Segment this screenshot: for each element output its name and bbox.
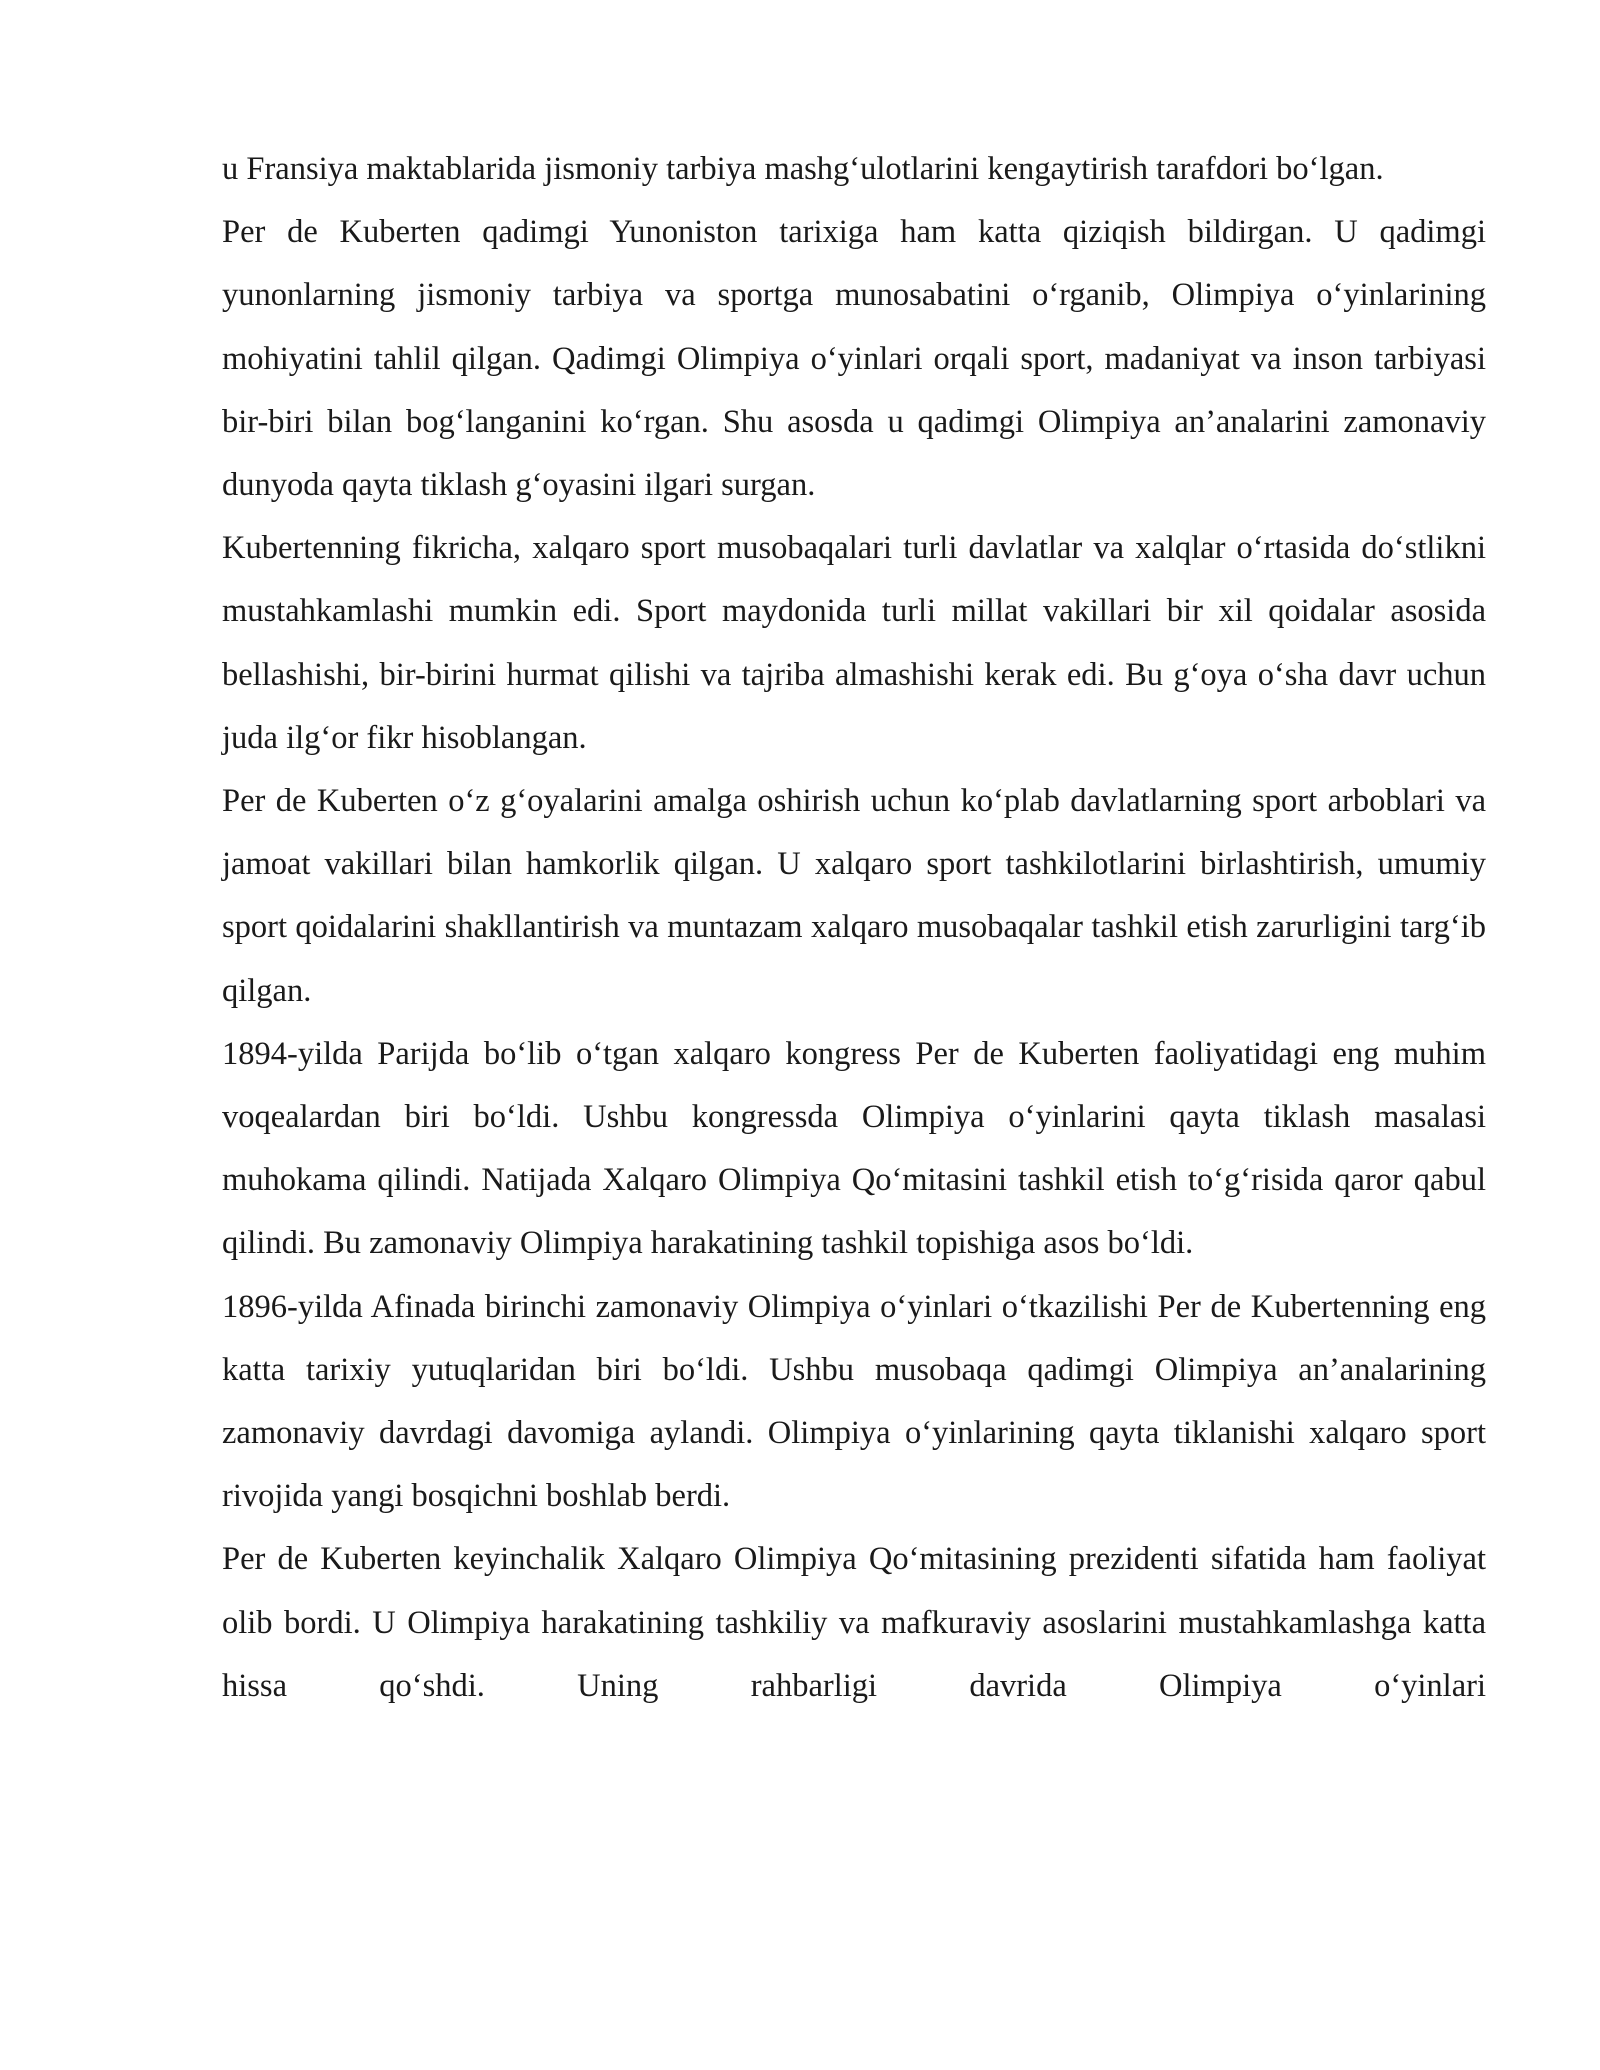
paragraph-6: 1896-yilda Afinada birinchi zamonaviy Olimpiya o‘yinlari o‘tkazilishi Per de Kubertenning eng katta tarixiy yutuqlaridan biri bo‘ldi. Ushbu musobaqa qadimgi Olimpiya an’analarining zamonaviy davrdagi davomiga aylandi. Olimpiya o‘yinlarining qayta tiklanishi xalqaro sport rivojida yangi bosqichni boshlab berdi. — [222, 1288, 1486, 1515]
paragraph-1: u Fransiya maktablarida jismoniy tarbiya mashg‘ulotlarini kengaytirish tarafdori bo‘lgan. — [222, 151, 1384, 187]
paragraph-4: Per de Kuberten o‘z g‘oyalarini amalga oshirish uchun ko‘plab davlatlarning sport arboblari va jamoat vakillari bilan hamkorlik qilgan. U xalqaro sport tashkilotlarini birlashtirish, umumiy sport qoidalarini shakllantirish va muntazam xalqaro musobaqalar tashkil etish zarurligini targ‘ib qilgan. — [222, 783, 1486, 1009]
paragraph-7: Per de Kuberten keyinchalik Xalqaro Olimpiya Qo‘mitasining prezidenti sifatida ham faoliyat olib bordi. U Olimpiya harakatining tashkiliy va mafkuraviy asoslarini mustahkamlashga katta hissa qo‘shdi. Uning rahbarligi davrida Olimpiya o‘yinlari — [222, 1541, 1486, 1704]
paragraph-5: 1894-yilda Parijda bo‘lib o‘tgan xalqaro kongress Per de Kuberten faoliyatidagi eng muhim voqealardan biri bo‘ldi. Ushbu kongressda Olimpiya o‘yinlarini qayta tiklash masalasi muhokama qilindi. Natijada Xalqaro Olimpiya Qo‘mitasini tashkil etish to‘g‘risida qaror qabul qilindi. Bu zamonaviy Olimpiya harakatining tashkil topishiga asos bo‘ldi. — [222, 1035, 1486, 1262]
document-body — [222, 138, 1486, 1718]
paragraph-3: Kubertenning fikricha, xalqaro sport musobaqalari turli davlatlar va xalqlar o‘rtasida do‘stlikni mustahkamlashi mumkin edi. Sport maydonida turli millat vakillari bir xil qoidalar asosida bellashishi, bir-birini hurmat qilishi va tajriba almashishi kerak edi. Bu g‘oya o‘sha davr uchun juda ilg‘or fikr hisoblangan. — [222, 530, 1486, 756]
paragraph-2: Per de Kuberten qadimgi Yunoniston tarixiga ham katta qiziqish bildirgan. U qadimgi yunonlarning jismoniy tarbiya va sportga munosabatini o‘rganib, Olimpiya o‘yinlarining mohiyatini tahlil qilgan. Qadimgi Olimpiya o‘yinlari orqali sport, madaniyat va inson tarbiyasi bir-biri bilan bog‘langanini ko‘rgan. Shu asosda u qadimgi Olimpiya an’analarini zamonaviy dunyoda qayta tiklash g‘oyasini ilgari surgan. — [222, 214, 1486, 504]
